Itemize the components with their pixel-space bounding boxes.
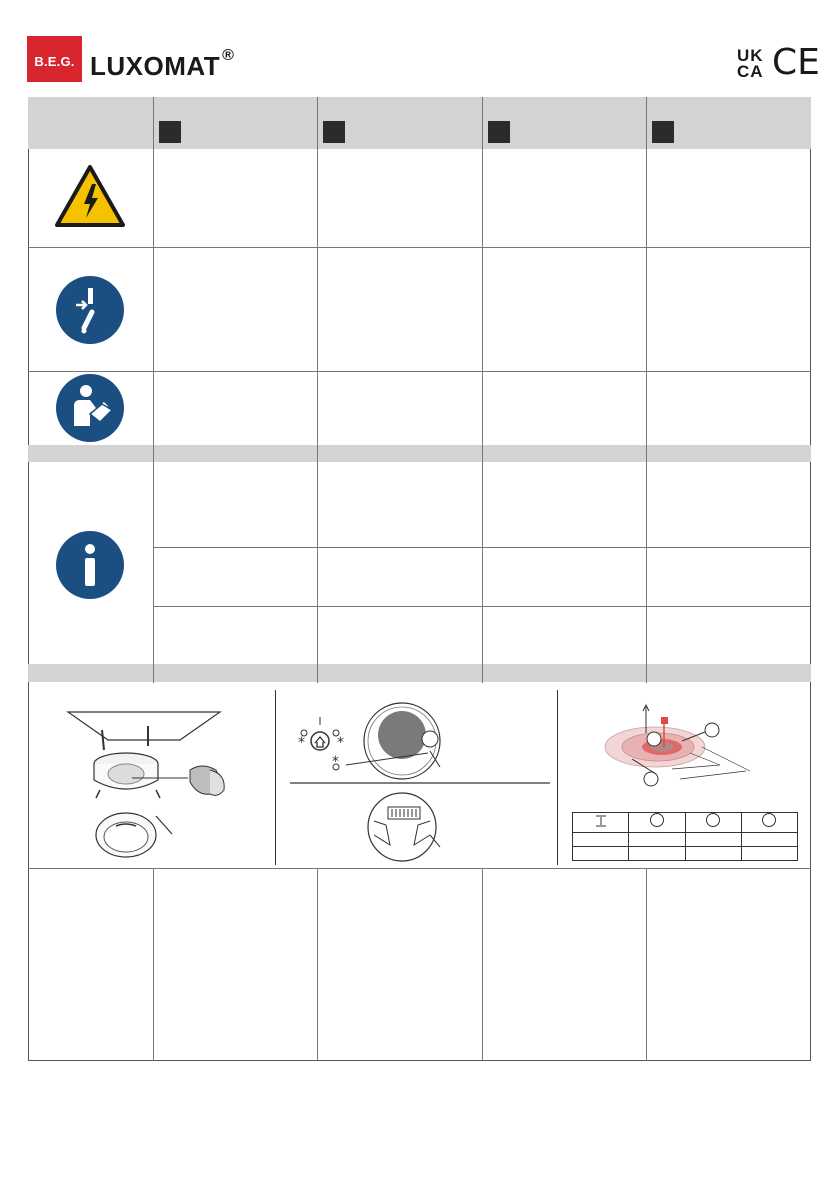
read-manual-icon	[56, 374, 124, 442]
brand-name	[90, 47, 235, 82]
info-symbol	[56, 531, 124, 599]
row-divider-2	[28, 371, 811, 372]
column-marker-2	[323, 121, 345, 143]
header-band-top	[28, 97, 811, 114]
mounting-figure	[60, 700, 260, 865]
column-marker-1	[159, 121, 181, 143]
zone-a-circle	[650, 813, 664, 827]
zone-c-circle	[762, 813, 776, 827]
sensor-marker	[661, 717, 668, 724]
zone-label-a	[647, 732, 661, 746]
section-band-info	[28, 445, 811, 462]
col-divider-4	[646, 97, 647, 683]
height-icon	[594, 815, 608, 827]
coverage-table-row	[573, 847, 798, 861]
col-divider-2	[317, 97, 318, 683]
coverage-table	[572, 812, 798, 861]
figure-divider-2	[557, 690, 558, 865]
zone-b-header-cell	[685, 813, 741, 833]
col-divider-2-bottom	[317, 869, 318, 1061]
disconnect-before-work-icon	[56, 276, 124, 344]
ce-mark: CE	[772, 42, 820, 83]
svg-text:*: *	[298, 735, 305, 751]
coverage-table-row	[573, 833, 798, 847]
svg-text:*: *	[332, 754, 339, 770]
zone-a-header-cell	[629, 813, 685, 833]
reader-symbol	[56, 374, 124, 442]
row-divider-info-2	[153, 606, 811, 607]
zone-b-circle	[706, 813, 720, 827]
information-icon	[56, 531, 124, 599]
disconnect-symbol	[56, 276, 124, 344]
zone-c-header-cell	[741, 813, 797, 833]
row-divider-1	[28, 247, 811, 248]
brand-name-text: LUXOMAT	[90, 51, 221, 81]
column-marker-4	[652, 121, 674, 143]
registered-mark: ®	[222, 47, 235, 64]
settings-figure	[290, 695, 550, 865]
brand-prefix: B.E.G.	[34, 54, 75, 69]
section-band-figures	[28, 664, 811, 682]
col-divider-1-bottom	[153, 869, 154, 1061]
row-divider-figures-bottom	[28, 868, 811, 869]
row-divider-info-1	[153, 547, 811, 548]
svg-text:*: *	[337, 735, 344, 751]
sensor-lens-dark	[378, 711, 426, 759]
coverage-table-header	[573, 813, 798, 833]
col-divider-3	[482, 97, 483, 683]
screw-left	[102, 730, 104, 750]
col-divider-1	[153, 97, 154, 683]
zone-label-b	[705, 723, 719, 737]
figure-divider-1	[275, 690, 276, 865]
setting-knob	[422, 731, 438, 747]
col-divider-3-bottom	[482, 869, 483, 1061]
screwdriver	[156, 816, 172, 834]
ceiling-plate	[68, 712, 220, 740]
height-header-cell	[573, 813, 629, 833]
sensor-lens	[108, 764, 144, 784]
col-divider-4-bottom	[646, 869, 647, 1061]
detection-zone-figure	[590, 695, 780, 805]
column-marker-3	[488, 121, 510, 143]
ukca-mark: UK CA	[737, 46, 764, 81]
electrical-hazard-icon	[54, 164, 126, 228]
instruction-table	[28, 97, 811, 1061]
home-icon	[315, 737, 325, 747]
sensor-back	[368, 793, 436, 861]
header-band-columns	[28, 114, 811, 149]
